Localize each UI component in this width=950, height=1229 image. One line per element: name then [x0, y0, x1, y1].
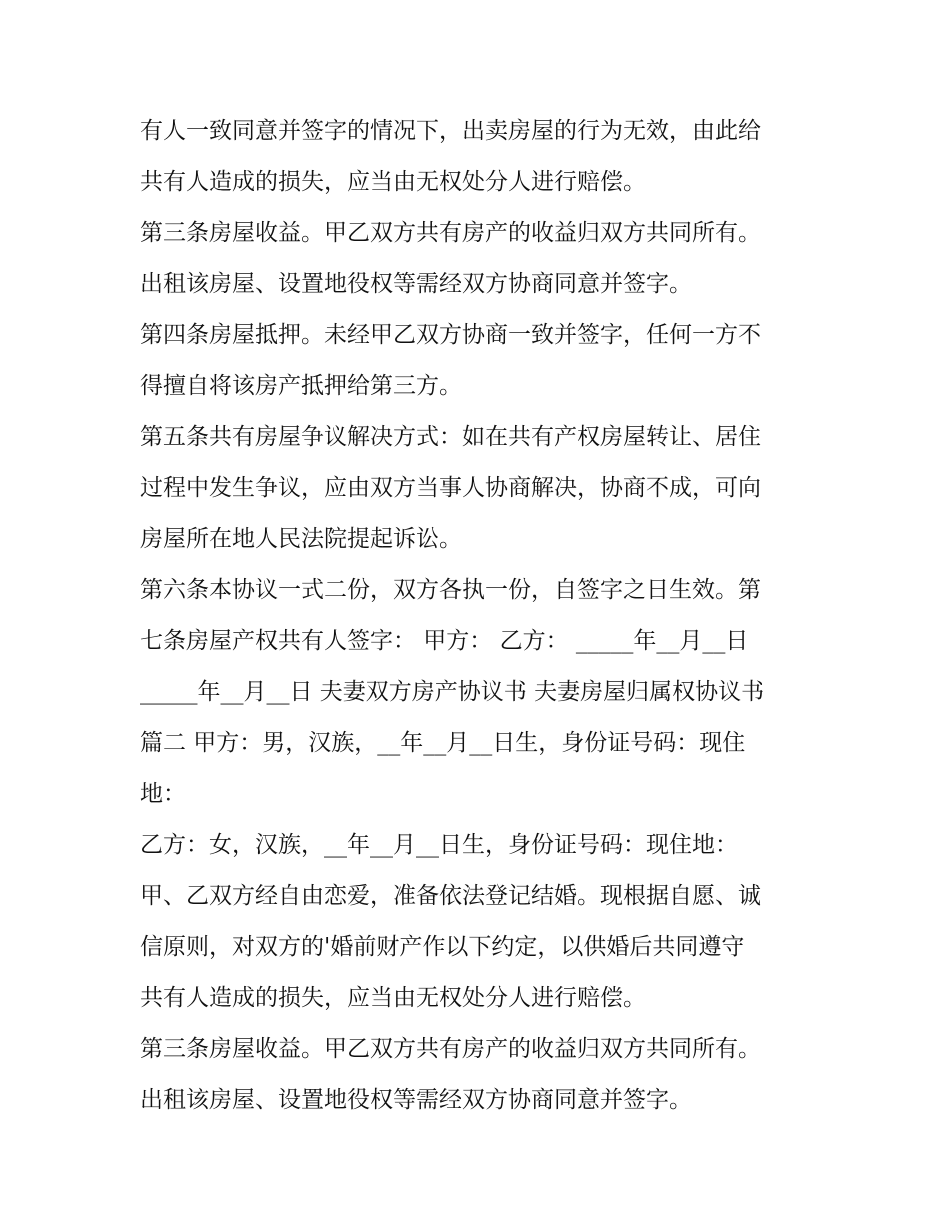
- text-line: _____年__月__日 夫妻双方房产协议书 夫妻房屋归属权协议书: [140, 679, 765, 705]
- text-line: 得擅自将该房产抵押给第三方。: [140, 373, 462, 399]
- text-line: 地：: [140, 781, 186, 807]
- text-line: 篇二 甲方：男，汉族，__年__月__日生，身份证号码：现住: [140, 730, 746, 756]
- text-line: 房屋所在地人民法院提起诉讼。: [140, 526, 462, 552]
- text-line: 七条房屋产权共有人签字： 甲方： 乙方： _____年__月__日: [140, 628, 749, 654]
- text-line: 共有人造成的损失，应当由无权处分人进行赔偿。: [140, 169, 646, 195]
- text-line: 乙方：女，汉族，__年__月__日生，身份证号码：现住地：: [140, 832, 738, 858]
- text-line: 第六条本协议一式二份，双方各执一份，自签字之日生效。第: [140, 577, 761, 603]
- text-line: 共有人造成的损失，应当由无权处分人进行赔偿。: [140, 985, 646, 1011]
- text-line: 第五条共有房屋争议解决方式：如在共有产权房屋转让、居住: [140, 424, 761, 450]
- text-line: 第三条房屋收益。甲乙双方共有房产的收益归双方共同所有。: [140, 220, 761, 246]
- document-body: [140, 106, 820, 1126]
- text-line: 出租该房屋、设置地役权等需经双方协商同意并签字。: [140, 1087, 692, 1113]
- text-line: 第三条房屋收益。甲乙双方共有房产的收益归双方共同所有。: [140, 1036, 761, 1062]
- text-line: 信原则，对双方的'婚前财产作以下约定，以供婚后共同遵守: [140, 934, 745, 960]
- text-line: 出租该房屋、设置地役权等需经双方协商同意并签字。: [140, 271, 692, 297]
- text-line: 第四条房屋抵押。未经甲乙双方协商一致并签字，任何一方不: [140, 322, 761, 348]
- text-line: 过程中发生争议，应由双方当事人协商解决，协商不成，可向: [140, 475, 761, 501]
- text-line: 有人一致同意并签字的情况下，出卖房屋的行为无效，由此给: [140, 118, 761, 144]
- text-line: 甲、乙双方经自由恋爱，准备依法登记结婚。现根据自愿、诚: [140, 883, 761, 909]
